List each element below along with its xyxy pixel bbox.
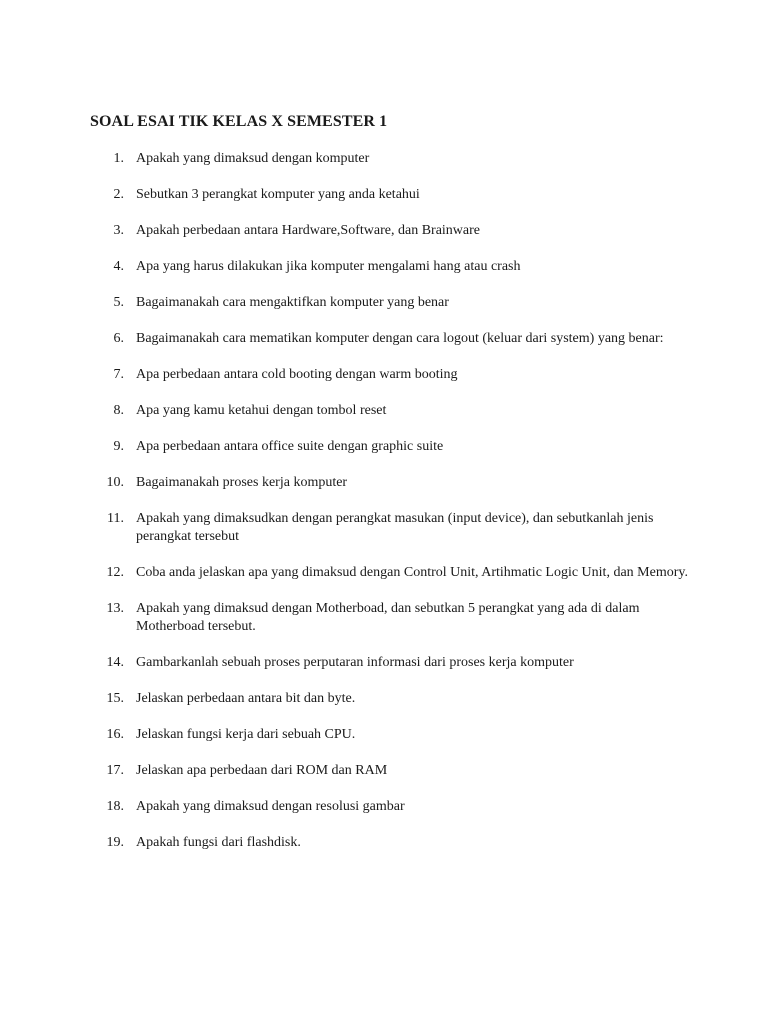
question-item-12 (90, 564, 690, 582)
question-number: 16. (106, 727, 124, 742)
question-number: 13. (106, 601, 124, 616)
question-list (90, 150, 690, 870)
question-item-7 (90, 366, 690, 384)
question-number: 1. (113, 151, 124, 166)
question-number: 10. (106, 475, 124, 490)
question-item-18 (90, 798, 690, 816)
question-text: Jelaskan apa perbedaan dari ROM dan RAM (136, 763, 388, 778)
question-item-2 (90, 186, 690, 204)
question-text: Jelaskan perbedaan antara bit dan byte. (136, 691, 356, 706)
question-item-10 (90, 474, 690, 492)
question-item-15 (90, 690, 690, 708)
question-text: Bagaimanakah proses kerja komputer (136, 475, 348, 490)
question-text: Apakah yang dimaksudkan dengan perangkat masukan (input device), dan sebutkanlah jenis perangkat tersebut (136, 511, 654, 544)
question-item-3 (90, 222, 690, 240)
question-text: Gambarkanlah sebuah proses perputaran informasi dari proses kerja komputer (136, 655, 574, 670)
question-item-6 (90, 330, 690, 348)
question-text: Apakah fungsi dari flashdisk. (136, 835, 301, 850)
question-number: 9. (113, 439, 124, 454)
document-title: SOAL ESAI TIK KELAS X SEMESTER 1 (90, 113, 388, 130)
question-item-17 (90, 762, 690, 780)
question-item-8 (90, 402, 690, 420)
question-item-5 (90, 294, 690, 312)
question-number: 11. (107, 511, 124, 526)
question-text: Jelaskan fungsi kerja dari sebuah CPU. (136, 727, 356, 742)
question-number: 8. (113, 403, 124, 418)
question-item-11 (90, 510, 690, 546)
question-text: Apa perbedaan antara cold booting dengan warm booting (136, 367, 458, 382)
question-item-14 (90, 654, 690, 672)
question-text: Apa yang harus dilakukan jika komputer mengalami hang atau crash (136, 259, 521, 274)
question-item-16 (90, 726, 690, 744)
question-text: Apakah yang dimaksud dengan Motherboad, dan sebutkan 5 perangkat yang ada di dalam Motherboad tersebut. (136, 601, 640, 634)
question-item-13 (90, 600, 690, 636)
question-number: 2. (113, 187, 124, 202)
question-number: 14. (106, 655, 124, 670)
question-number: 6. (113, 331, 124, 346)
question-text: Sebutkan 3 perangkat komputer yang anda ketahui (136, 187, 420, 202)
question-text: Bagaimanakah cara mengaktifkan komputer yang benar (136, 295, 449, 310)
question-text: Apa perbedaan antara office suite dengan graphic suite (136, 439, 444, 454)
question-number: 5. (113, 295, 124, 310)
question-number: 3. (113, 223, 124, 238)
question-text: Apakah perbedaan antara Hardware,Software, dan Brainware (136, 223, 480, 238)
question-number: 17. (106, 763, 124, 778)
question-item-4 (90, 258, 690, 276)
question-text: Apakah yang dimaksud dengan komputer (136, 151, 370, 166)
question-item-1 (90, 150, 690, 168)
question-number: 12. (106, 565, 124, 580)
question-item-9 (90, 438, 690, 456)
question-text: Coba anda jelaskan apa yang dimaksud dengan Control Unit, Artihmatic Logic Unit, dan Memory. (136, 565, 688, 580)
question-text: Apakah yang dimaksud dengan resolusi gambar (136, 799, 405, 814)
question-item-19 (90, 834, 690, 852)
question-number: 18. (106, 799, 124, 814)
question-text: Apa yang kamu ketahui dengan tombol reset (136, 403, 387, 418)
question-number: 4. (113, 259, 124, 274)
question-text: Bagaimanakah cara mematikan komputer dengan cara logout (keluar dari system) yang benar: (136, 331, 664, 346)
question-number: 19. (106, 835, 124, 850)
question-number: 7. (113, 367, 124, 382)
question-number: 15. (106, 691, 124, 706)
